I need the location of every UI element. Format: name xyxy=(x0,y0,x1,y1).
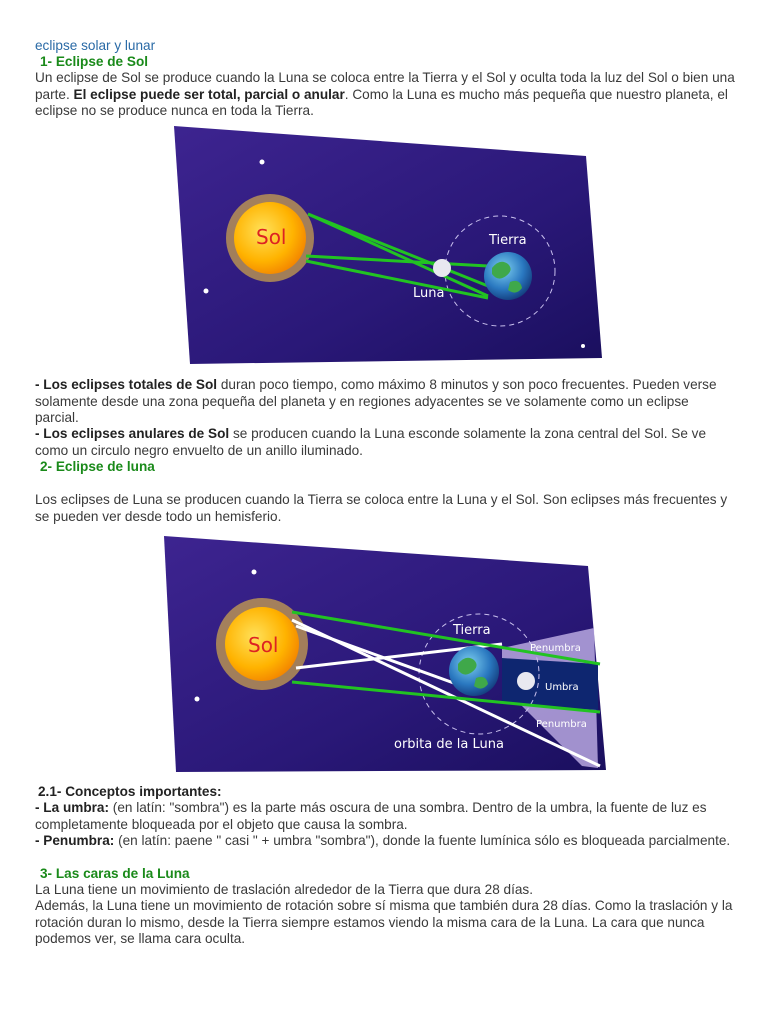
penumbra-paragraph: - Penumbra: (en latín: paene " casi " + umbra "sombra"), donde la fuente lumínica sólo es bloqueada parcialmente. xyxy=(35,833,731,848)
star xyxy=(195,697,200,702)
star xyxy=(204,289,209,294)
section3-paragraph-1: La Luna tiene un movimiento de traslación alrededor de la Tierra que dura 28 días. xyxy=(35,882,533,897)
section3-paragraph-2: Además, la Luna tiene un movimiento de rotación sobre sí misma que también dura 28 días. Como la traslación y la rotación duran lo mismo, desde la Tierra siempre estamos viendo la misma cara de la Luna. La cara que nunca podemos ver, se llama cara oculta. xyxy=(35,898,733,946)
lunar-eclipse-figure xyxy=(162,536,608,774)
star xyxy=(581,344,585,348)
sun-label: Sol xyxy=(256,225,287,249)
penumbra-top-label: Penumbra xyxy=(530,643,581,654)
earth-label: Tierra xyxy=(453,623,491,638)
earth-icon xyxy=(449,646,499,696)
umbra-label: Umbra xyxy=(545,682,579,693)
anulares-paragraph: - Los eclipses anulares de Sol se producen cuando la Luna esconde solamente la zona central del Sol. Se ve como un circulo negro envuelto de un anillo iluminado. xyxy=(35,426,707,458)
totales-paragraph: - Los eclipses totales de Sol duran poco tiempo, como máximo 8 minutos y son poco frecuentes. Pueden verse solamente desde una zona pequeña del planeta y en regiones adyacentes se ve solamente como un eclipse parcial. xyxy=(35,377,717,425)
sun-label: Sol xyxy=(248,633,279,657)
umbra-paragraph: - La umbra: (en latín: "sombra") es la parte más oscura de una sombra. Dentro de la umbra, la fuente de luz es completamente bloqueada por el objeto que causa la sombra. xyxy=(35,800,707,832)
orbit-label: orbita de la Luna xyxy=(394,737,504,752)
section2-paragraph: Los eclipses de Luna se producen cuando la Tierra se coloca entre la Luna y el Sol. Son eclipses más frecuentes y se pueden ver desde todo un hemisferio. xyxy=(35,492,728,524)
moon-label: Luna xyxy=(413,286,445,301)
star xyxy=(252,570,257,575)
moon-icon xyxy=(433,259,451,277)
penumbra-bottom-label: Penumbra xyxy=(536,719,587,730)
earth-label: Tierra xyxy=(489,233,527,248)
solar-eclipse-figure xyxy=(170,126,606,366)
section1-paragraph: Un eclipse de Sol se produce cuando la Luna se coloca entre la Tierra y el Sol y oculta toda la luz del Sol o bien una parte. El eclipse puede ser total, parcial o anular. Como la Luna es mucho más pequeña que nuestro planeta, el eclipse no se produce nunca en toda la Tierra. xyxy=(35,70,735,118)
section2-heading: 2- Eclipse de luna xyxy=(40,459,155,474)
section3-heading: 3- Las caras de la Luna xyxy=(40,866,190,881)
moon-icon xyxy=(517,672,535,690)
earth-icon xyxy=(484,252,532,300)
doc-title[interactable]: eclipse solar y lunar xyxy=(35,38,156,53)
section21-heading: 2.1- Conceptos importantes: xyxy=(38,784,222,799)
star xyxy=(260,160,265,165)
section1-heading: 1- Eclipse de Sol xyxy=(40,54,149,69)
